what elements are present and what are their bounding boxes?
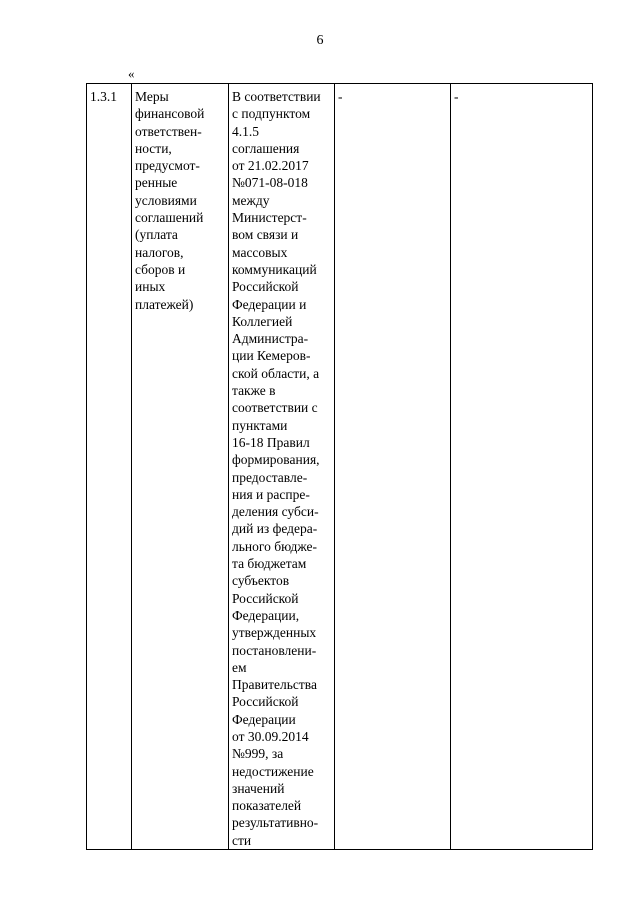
value-cell-2: - bbox=[451, 84, 593, 850]
value-cell-1: - bbox=[335, 84, 451, 850]
row-number-cell: 1.3.1 bbox=[87, 84, 132, 850]
page-number: 6 bbox=[316, 33, 324, 48]
basis-cell: В соответствии с подпунктом 4.1.5 соглашения от 21.02.2017 №071-08-018 между Министерст- вом связи и массовых коммуникаций Российской Федерации и Коллегией Администра- ции Кемеров- ской области, а также в соответствии с пунктами 16-18 Правил формирования, предоставле- ния и распре- деления субси- дий из федера- льного бюдже- та бюджетам субъектов Российской Федерации, утвержденных постановлени- ем Правительства Российской Федерации от 30.09.2014 №999, за недостижение значений показателей результативно- сти bbox=[229, 84, 335, 850]
measures-table bbox=[86, 83, 593, 850]
opening-quote: « bbox=[128, 66, 135, 81]
measure-cell: Меры финансовой ответствен- ности, предусмот- ренные условиями соглашений (уплата налогов, сборов и иных платежей) bbox=[132, 84, 229, 850]
table-row bbox=[87, 84, 593, 850]
